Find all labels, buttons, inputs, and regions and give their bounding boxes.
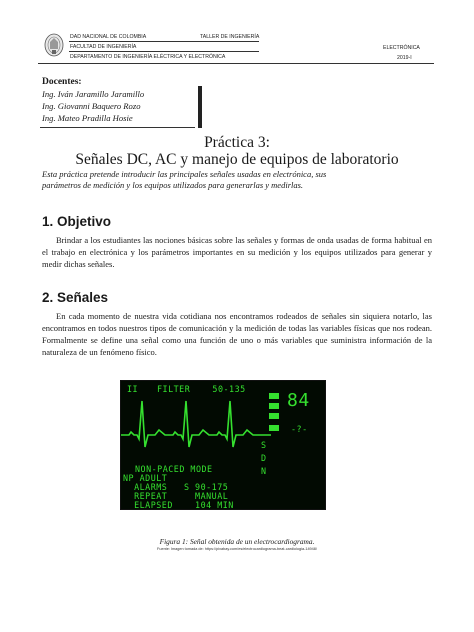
university-seal-icon — [43, 32, 65, 60]
header-rule-1 — [69, 41, 259, 42]
docentes-vertical-bar — [198, 86, 202, 128]
practice-intro-2: parámetros de medición y los equipos utilizados para generarlas y medirlas. — [42, 180, 304, 190]
section-1-heading: 1. Objetivo — [42, 214, 112, 229]
header-faculty: FACULTAD DE INGENIERÍA — [70, 44, 137, 50]
practice-intro-1: Esta práctica pretende introducir las principales señales usadas en electrónica, sus — [42, 169, 327, 179]
header-workshop: TALLER DE INGENIERÍA — [200, 34, 260, 40]
section-1-body: Brindar a los estudiantes las nociones básicas sobre las señales y formas de onda usadas de forma habitual en el trabajo en electrónica y los parámetros importantes en su medición y los equipos utilizados para generar y medir dichas señales. — [42, 235, 432, 269]
ecg-waveform — [121, 395, 271, 467]
practice-subtitle: Señales DC, AC y manejo de equipos de laboratorio — [75, 151, 399, 168]
ecg-monitor-image — [120, 380, 326, 510]
figure-caption: Figura 1: Señal obtenida de un electrocardiograma. — [159, 537, 315, 546]
ecg-mode: NON-PACED MODE — [135, 464, 213, 474]
section-2-heading: 2. Señales — [42, 290, 109, 305]
header-term: 2019-I — [397, 55, 412, 61]
docentes-title: Docentes: — [42, 77, 82, 87]
header-area: ELECTRÓNICA — [383, 45, 420, 51]
header-rule-main — [38, 63, 434, 64]
ecg-dash: -?- — [291, 424, 308, 434]
header-department: DEPARTAMENTO DE INGENIERÍA ELÉCTRICA Y ELECTRÓNICA — [70, 54, 226, 60]
ecg-lead-label: II — [127, 384, 139, 394]
docente-name-2: Ing. Giovanni Baquero Rozo — [42, 101, 141, 111]
ecg-status: NP ADULT ALARMS S 90-175 REPEAT MANUAL ELAPSED 104 MIN — [123, 473, 234, 510]
docentes-underline — [40, 127, 195, 128]
ecg-side-letters: S D N — [261, 440, 267, 476]
figure-source: Fuente: Imagen tomada de: https://pixabay.com/es/electrocardiograma-beat-cardiologia-14948/ — [157, 547, 317, 551]
practice-title: Práctica 3: — [204, 134, 270, 151]
ecg-heart-rate: 84 — [287, 390, 310, 411]
ecg-filter-label: FILTER 50-135 — [157, 384, 246, 394]
section-2-body: En cada momento de nuestra vida cotidiana nos encontramos rodeados de señales sin siquiera notarlo, las encontramos en todos nuestros tipos de comunicación y la medición de todas las variables físicas que nos rodean. Formalmente se define una señal como una función de uno o más variables que suministra información de la naturaleza de un fenómeno físico. — [42, 311, 432, 357]
docente-name-1: Ing. Iván Jaramillo Jaramillo — [42, 89, 145, 99]
ecg-side-indicators-icon — [267, 393, 283, 443]
header-university: DAD NACIONAL DE COLOMBIA — [70, 34, 147, 40]
docente-name-3: Ing. Mateo Pradilla Hosie — [42, 113, 133, 123]
header-rule-2 — [69, 51, 259, 52]
